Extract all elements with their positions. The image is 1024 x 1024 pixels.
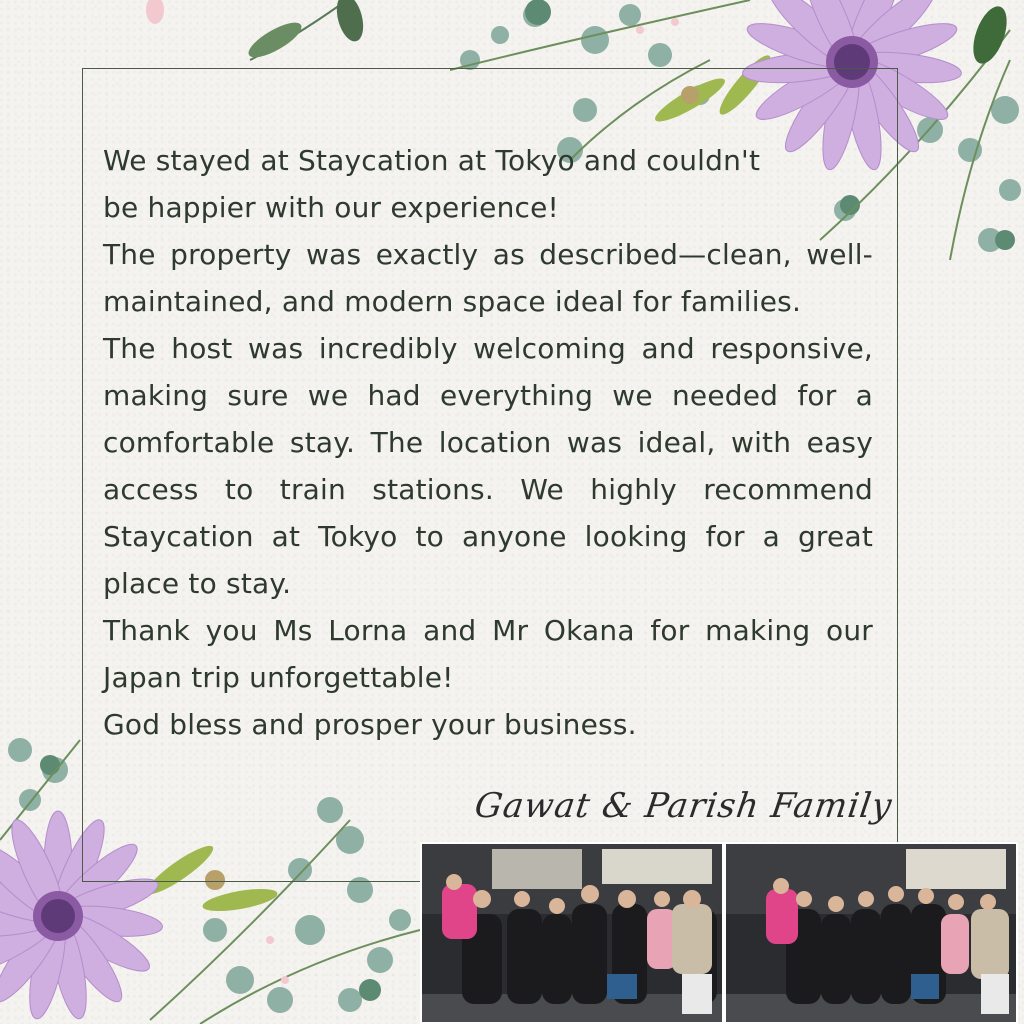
review-paragraph: The host was incredibly welcoming and responsive, making sure we had everything we needed for a comfortable stay. The location was ideal, with easy access to train stations. We highly recommend Staycation at Tokyo to anyone looking for a great place to stay. bbox=[103, 332, 873, 600]
group-photo-2 bbox=[724, 842, 1018, 1024]
review-paragraph: Thank you Ms Lorna and Mr Okana for making our Japan trip unforgettable! bbox=[103, 614, 873, 694]
review-paragraph: We stayed at Staycation at Tokyo and couldn't be happier with our experience! bbox=[103, 144, 761, 224]
signature: Gawat & Parish Family bbox=[472, 786, 895, 826]
group-photo-1 bbox=[420, 842, 724, 1024]
review-text bbox=[103, 137, 873, 748]
review-paragraph: The property was exactly as described—clean, well-maintained, and modern space ideal for families. bbox=[103, 238, 873, 318]
review-paragraph: God bless and prosper your business. bbox=[103, 708, 637, 741]
eucalyptus-leaves-icon bbox=[140, 0, 380, 70]
